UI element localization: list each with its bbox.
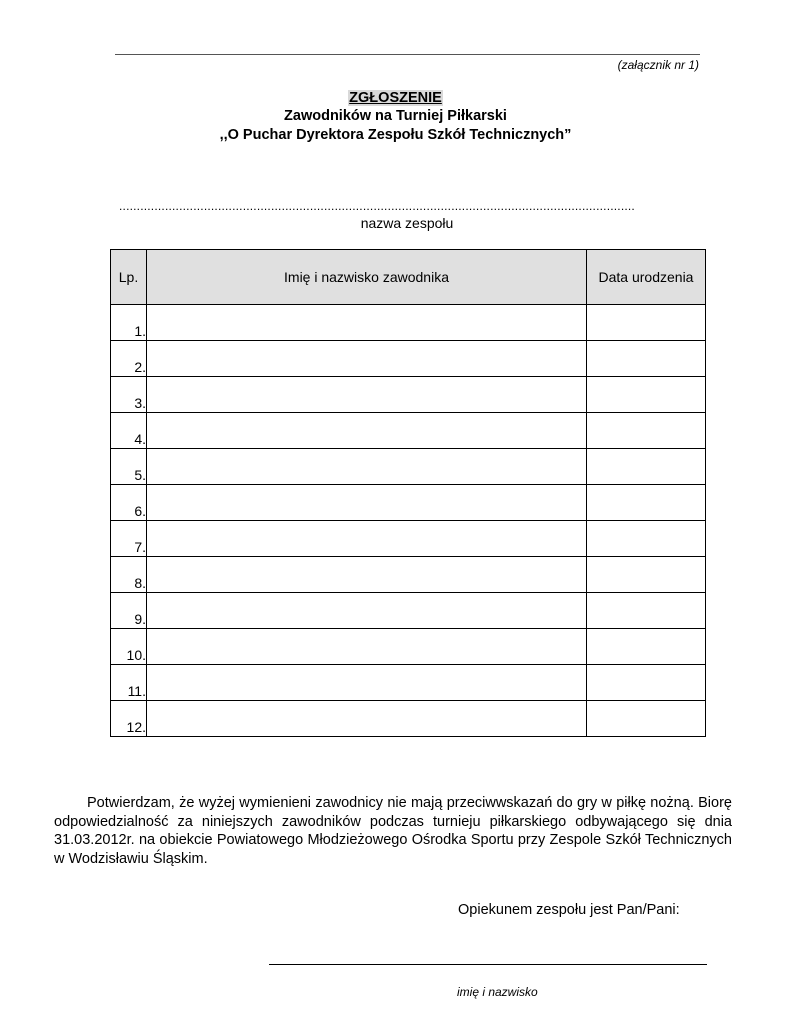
row-number: 11. bbox=[111, 665, 147, 701]
birthdate-cell[interactable] bbox=[587, 305, 706, 341]
header-name: Imię i nazwisko zawodnika bbox=[147, 250, 587, 305]
player-name-cell[interactable] bbox=[147, 305, 587, 341]
table-row bbox=[111, 413, 706, 449]
table-row bbox=[111, 377, 706, 413]
top-rule bbox=[115, 54, 700, 55]
birthdate-cell[interactable] bbox=[587, 701, 706, 737]
table-row bbox=[111, 341, 706, 377]
player-name-cell[interactable] bbox=[147, 341, 587, 377]
team-name-caption: nazwa zespołu bbox=[360, 215, 454, 231]
header-birthdate: Data urodzenia bbox=[587, 250, 706, 305]
team-name-field[interactable]: .................................................................................................................................................. bbox=[119, 199, 635, 213]
document-subtitle: Zawodników na Turniej Piłkarski bbox=[284, 108, 507, 124]
birthdate-cell[interactable] bbox=[587, 557, 706, 593]
player-name-cell[interactable] bbox=[147, 449, 587, 485]
row-number: 8. bbox=[111, 557, 147, 593]
birthdate-cell[interactable] bbox=[587, 665, 706, 701]
birthdate-cell[interactable] bbox=[587, 485, 706, 521]
row-number: 1. bbox=[111, 305, 147, 341]
player-roster-table bbox=[110, 249, 706, 737]
table-row bbox=[111, 557, 706, 593]
table-row bbox=[111, 305, 706, 341]
row-number: 5. bbox=[111, 449, 147, 485]
row-number: 7. bbox=[111, 521, 147, 557]
player-name-cell[interactable] bbox=[147, 377, 587, 413]
statement-text: Potwierdzam, że wyżej wymienieni zawodnicy nie mają przeciwwskazań do gry w piłkę nożną. Biorę odpowiedzialność za niniejszych zawodników podczas turnieju piłkarskiego odbywającego się dnia 31.03.2012r. na obiekcie Powiatowego Młodzieżowego Ośrodka Sportu przy Zespole Szkół Technicznych w Wodzisławiu Śląskim. bbox=[54, 795, 732, 867]
table-row bbox=[111, 485, 706, 521]
signature-caption: imię i nazwisko bbox=[457, 985, 538, 999]
row-number: 12. bbox=[111, 701, 147, 737]
birthdate-cell[interactable] bbox=[587, 341, 706, 377]
row-number: 10. bbox=[111, 629, 147, 665]
player-name-cell[interactable] bbox=[147, 629, 587, 665]
tournament-name: ,,O Puchar Dyrektora Zespołu Szkół Technicznych” bbox=[219, 127, 572, 143]
player-name-cell[interactable] bbox=[147, 521, 587, 557]
table-row bbox=[111, 521, 706, 557]
confirmation-statement bbox=[54, 794, 732, 868]
table-row bbox=[111, 665, 706, 701]
document-title: ZGŁOSZENIE bbox=[349, 90, 442, 106]
table-row bbox=[111, 593, 706, 629]
player-name-cell[interactable] bbox=[147, 593, 587, 629]
annex-label: (załącznik nr 1) bbox=[617, 58, 699, 72]
header-lp: Lp. bbox=[111, 250, 147, 305]
table-row bbox=[111, 449, 706, 485]
table-header-row bbox=[111, 250, 706, 305]
row-number: 3. bbox=[111, 377, 147, 413]
table-row bbox=[111, 701, 706, 737]
table-row bbox=[111, 629, 706, 665]
row-number: 2. bbox=[111, 341, 147, 377]
row-number: 6. bbox=[111, 485, 147, 521]
guardian-label: Opiekunem zespołu jest Pan/Pani: bbox=[458, 902, 680, 918]
birthdate-cell[interactable] bbox=[587, 629, 706, 665]
player-name-cell[interactable] bbox=[147, 413, 587, 449]
row-number: 9. bbox=[111, 593, 147, 629]
birthdate-cell[interactable] bbox=[587, 377, 706, 413]
title-block bbox=[0, 89, 791, 145]
player-name-cell[interactable] bbox=[147, 701, 587, 737]
birthdate-cell[interactable] bbox=[587, 449, 706, 485]
player-name-cell[interactable] bbox=[147, 557, 587, 593]
player-name-cell[interactable] bbox=[147, 665, 587, 701]
birthdate-cell[interactable] bbox=[587, 593, 706, 629]
signature-line[interactable] bbox=[269, 964, 707, 965]
player-name-cell[interactable] bbox=[147, 485, 587, 521]
birthdate-cell[interactable] bbox=[587, 413, 706, 449]
row-number: 4. bbox=[111, 413, 147, 449]
birthdate-cell[interactable] bbox=[587, 521, 706, 557]
